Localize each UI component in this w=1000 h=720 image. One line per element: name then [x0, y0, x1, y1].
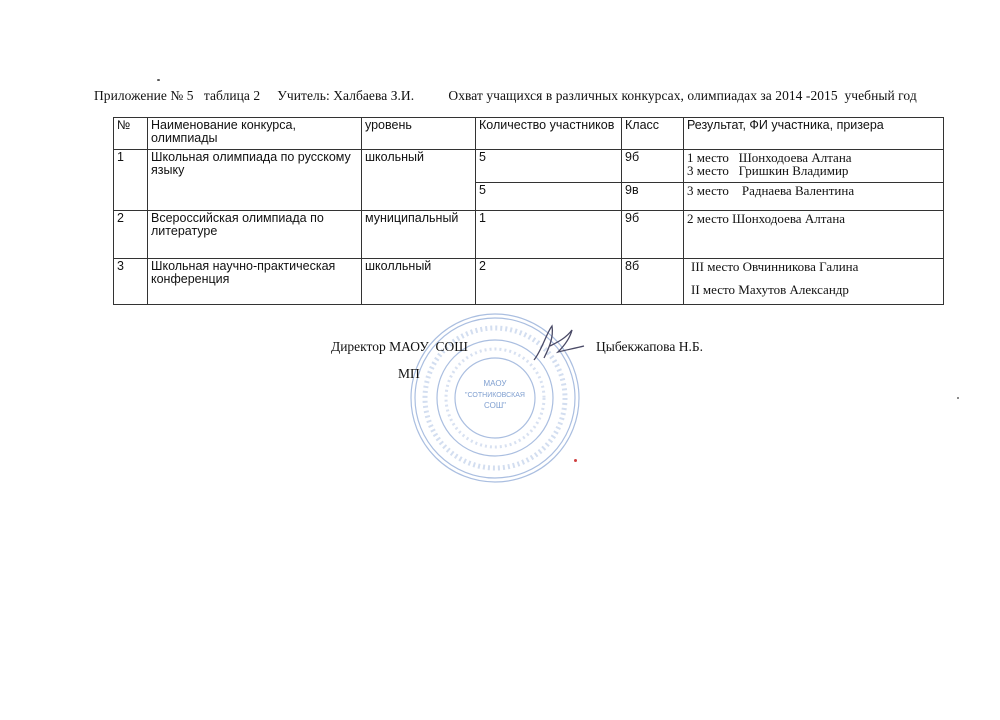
table-row: [114, 211, 944, 259]
col-header-result: Результат, ФИ участника, призера: [684, 118, 944, 150]
document-header: [94, 88, 954, 104]
table-row: [114, 259, 944, 305]
contest-level: школьный: [362, 150, 476, 211]
result-cell: [684, 259, 944, 305]
col-header-class: Класс: [622, 118, 684, 150]
scan-speck: [957, 397, 959, 399]
participant-count: 2: [476, 259, 622, 305]
class-cell: 9б: [622, 211, 684, 259]
col-header-level: уровень: [362, 118, 476, 150]
result-line: 1 место Шонходоева Алтана: [687, 150, 852, 165]
result-line: 3 место Раднаева Валентина: [687, 183, 855, 198]
scan-speck: [574, 459, 577, 462]
contest-level: школльный: [362, 259, 476, 305]
result-cell: [684, 150, 944, 183]
participant-count: 1: [476, 211, 622, 259]
document-title: Охват учащихся в различных конкурсах, олимпиадах за 2014 -2015 учебный год: [448, 88, 917, 103]
contest-name: Всероссийская олимпиада по литературе: [148, 211, 362, 259]
row-number: 3: [114, 259, 148, 305]
appendix-label: Приложение № 5: [94, 88, 194, 103]
seal-line: СОШ": [484, 401, 506, 410]
result-line: 3 место Гришкин Владимир: [687, 163, 849, 178]
contest-level: муниципальный: [362, 211, 476, 259]
result-cell: [684, 211, 944, 259]
class-cell: 9в: [622, 183, 684, 211]
seal-line: МАОУ: [483, 379, 507, 388]
director-label: Директор МАОУ СОШ: [331, 339, 468, 354]
result-line: II место Махутов Александр: [691, 282, 849, 297]
result-line: III место Овчинникова Галина: [691, 259, 859, 274]
table-header-row: [114, 118, 944, 150]
director-name: Цыбекжапова Н.Б.: [596, 339, 703, 354]
class-cell: 9б: [622, 150, 684, 183]
participant-count: 5: [476, 183, 622, 211]
contest-name: Школьная научно-практическая конференция: [148, 259, 362, 305]
seal-line: "СОТНИКОВСКАЯ: [465, 392, 525, 399]
table-ref-label: таблица 2: [203, 88, 261, 103]
row-number: 1: [114, 150, 148, 211]
col-header-count: Количество участников: [476, 118, 622, 150]
contest-name: Школьная олимпиада по русскому языку: [148, 150, 362, 211]
teacher-label: Учитель: Халбаева З.И.: [277, 88, 415, 103]
result-line: 2 место Шонходоева Алтана: [687, 211, 846, 226]
director-signature: [528, 320, 588, 364]
scan-speck: [157, 79, 160, 81]
col-header-number: №: [114, 118, 148, 150]
participant-count: 5: [476, 150, 622, 183]
results-table: [113, 117, 944, 305]
class-cell: 8б: [622, 259, 684, 305]
table-row: [114, 150, 944, 183]
result-cell: [684, 183, 944, 211]
col-header-name: Наименование конкурса, олимпиады: [148, 118, 362, 150]
row-number: 2: [114, 211, 148, 259]
stamp-place-label: МП: [398, 366, 420, 381]
